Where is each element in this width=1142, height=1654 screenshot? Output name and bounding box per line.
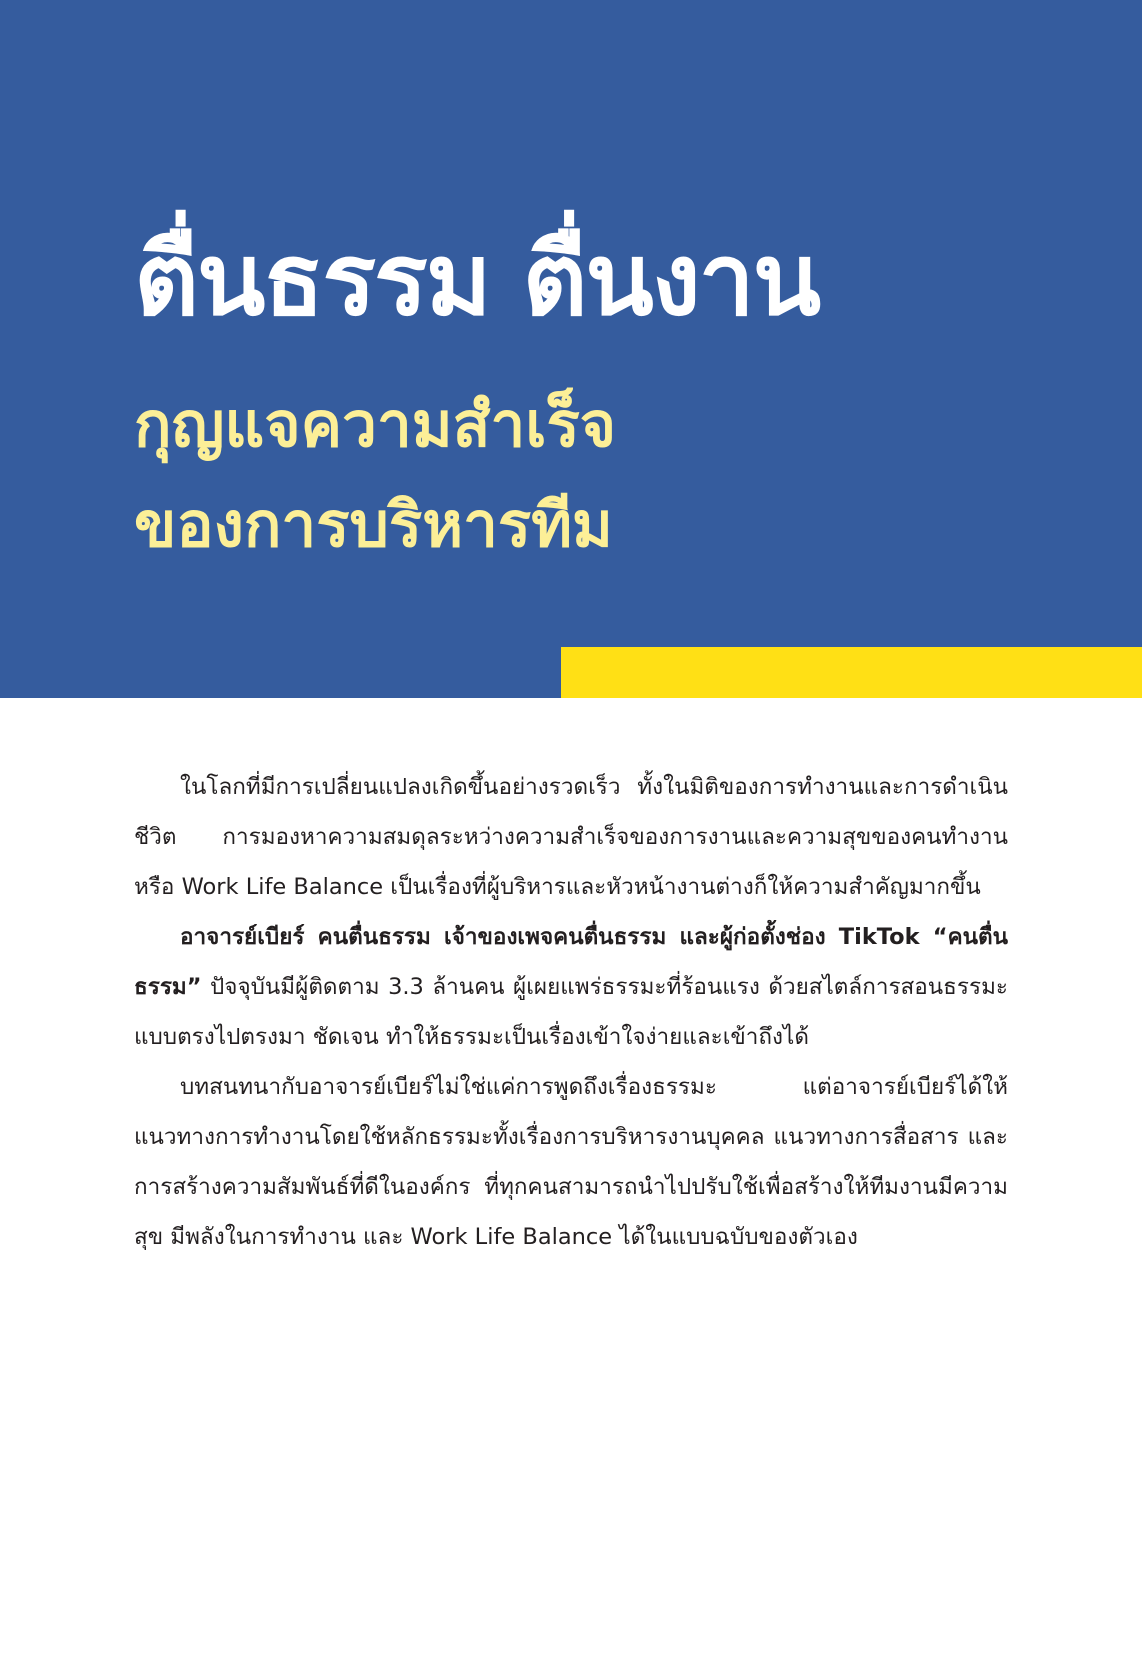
page-subtitle <box>134 375 616 575</box>
paragraph-profile-lead: อาจารย์เบียร์ คนตื่นธรรม เจ้าของเพจคนตื่นธรรม และผู้ก่อตั้งช่อง TikTok “คนตื่นธรรม” <box>134 924 1008 1000</box>
paragraph-intro: ในโลกที่มีการเปลี่ยนแปลงเกิดขึ้นอย่างรวดเร็ว ทั้งในมิติของการทำงานและการดำเนินชีวิต การมองหาความสมดุลระหว่างความสำเร็จของการงานและความสุขของคนทำงาน หรือ Work Life Balance เป็นเรื่องที่ผู้บริหารและหัวหน้างานต่างก็ให้ความสำคัญมากขึ้น <box>134 774 1008 900</box>
article-body <box>134 762 1008 1262</box>
paragraph-profile <box>134 912 1008 1062</box>
page-title: ตื่นธรรม ตื่นงาน <box>134 221 820 338</box>
accent-bar <box>561 647 1142 698</box>
subtitle-line-1: กุญแจความสำเร็จ <box>134 388 617 461</box>
header-band <box>0 0 1142 698</box>
subtitle-line-2: ของการบริหารทีม <box>134 488 613 561</box>
paragraph-summary: บทสนทนากับอาจารย์เบียร์ไม่ใช่แค่การพูดถึงเรื่องธรรมะ แต่อาจารย์เบียร์ได้ให้แนวทางการทำงานโดยใช้หลักธรรมะทั้งเรื่องการบริหารงานบุคคล แนวทางการสื่อสาร และการสร้างความสัมพันธ์ที่ดีในองค์กร ที่ทุกคนสามารถนำไปปรับใช้เพื่อสร้างให้ทีมงานมีความสุข มีพลังในการทำงาน และ Work Life Balance ได้ในแบบฉบับของตัวเอง <box>134 1074 1008 1250</box>
paragraph-profile-rest: ปัจจุบันมีผู้ติดตาม 3.3 ล้านคน ผู้เผยแพร่ธรรมะที่ร้อนแรง ด้วยสไตล์การสอนธรรมะแบบตรงไปตรงมา ชัดเจน ทำให้ธรรมะเป็นเรื่องเข้าใจง่ายและเข้าถึงได้ <box>134 974 1008 1050</box>
